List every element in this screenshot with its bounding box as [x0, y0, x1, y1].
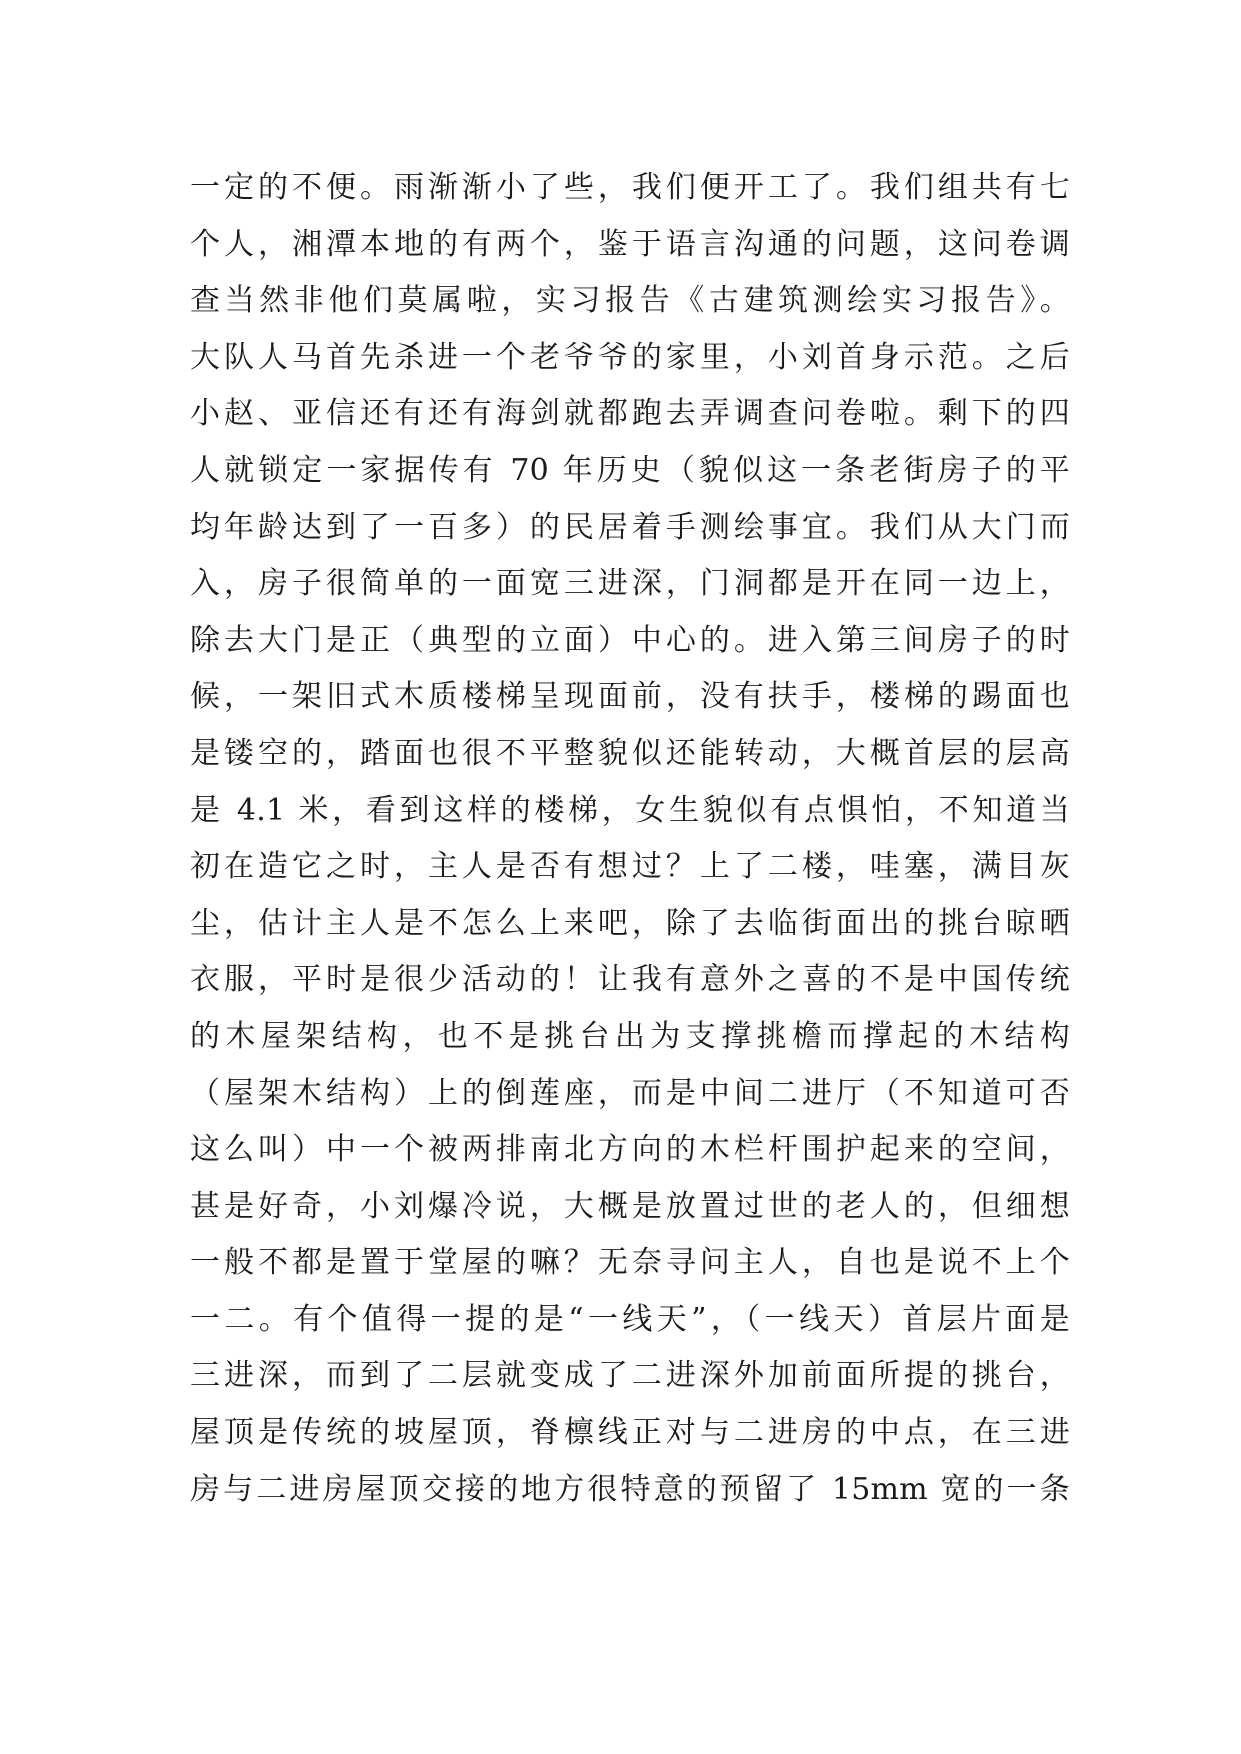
text-line: 一二。有个值得一提的是“一线天”，（一线天）首层片面是	[190, 1301, 1070, 1337]
text-line: 查当然非他们莫属啦，实习报告《古建筑测绘实习报告》。	[190, 283, 1070, 319]
text-line: 除去大门是正（典型的立面）中心的。进入第三间房子的时	[190, 622, 1070, 658]
text-line: 是镂空的，踏面也很不平整貌似还能转动，大概首层的层高	[190, 735, 1070, 771]
text-line: 屋顶是传统的坡屋顶，脊檩线正对与二进房的中点，在三进	[190, 1415, 1070, 1451]
body-text	[190, 160, 1070, 1518]
text-line: 这么叫）中一个被两排南北方向的木栏杆围护起来的空间，	[190, 1132, 1070, 1168]
text-line: 小赵、亚信还有还有海剑就都跑去弄调查问卷啦。剩下的四	[190, 396, 1070, 432]
text-line: 三进深，而到了二层就变成了二进深外加前面所提的挑台，	[190, 1358, 1070, 1394]
text-line: 尘，估计主人是不怎么上来吧，除了去临街面出的挑台晾晒	[190, 905, 1070, 941]
text-line: 甚是好奇，小刘爆冷说，大概是放置过世的老人的，但细想	[190, 1188, 1070, 1224]
text-line: 衣服，平时是很少活动的！让我有意外之喜的不是中国传统	[190, 962, 1070, 998]
text-line: 房与二进房屋顶交接的地方很特意的预留了 15mm 宽的一条	[190, 1471, 1070, 1507]
text-line: 个人，湘潭本地的有两个，鉴于语言沟通的问题，这问卷调	[190, 226, 1070, 262]
text-line: 人就锁定一家据传有 70 年历史（貌似这一条老街房子的平	[190, 452, 1070, 488]
text-line: 大队人马首先杀进一个老爷爷的家里，小刘首身示范。之后	[190, 339, 1070, 375]
text-line: 候，一架旧式木质楼梯呈现面前，没有扶手，楼梯的踢面也	[190, 679, 1070, 715]
text-line: 是 4.1 米，看到这样的楼梯，女生貌似有点惧怕，不知道当	[190, 792, 1070, 828]
text-line: 均年龄达到了一百多）的民居着手测绘事宜。我们从大门而	[190, 509, 1070, 545]
text-line: 一般不都是置于堂屋的嘛？无奈寻问主人，自也是说不上个	[190, 1245, 1070, 1281]
text-line: 的木屋架结构，也不是挑台出为支撑挑檐而撑起的木结构	[190, 1018, 1070, 1054]
text-line: （屋架木结构）上的倒莲座，而是中间二进厅（不知道可否	[190, 1075, 1070, 1111]
text-line: 入，房子很简单的一面宽三进深，门洞都是开在同一边上，	[190, 566, 1070, 602]
text-line: 一定的不便。雨渐渐小了些，我们便开工了。我们组共有七	[190, 170, 1070, 205]
text-line: 初在造它之时，主人是否有想过？上了二楼，哇塞，满目灰	[190, 849, 1070, 885]
